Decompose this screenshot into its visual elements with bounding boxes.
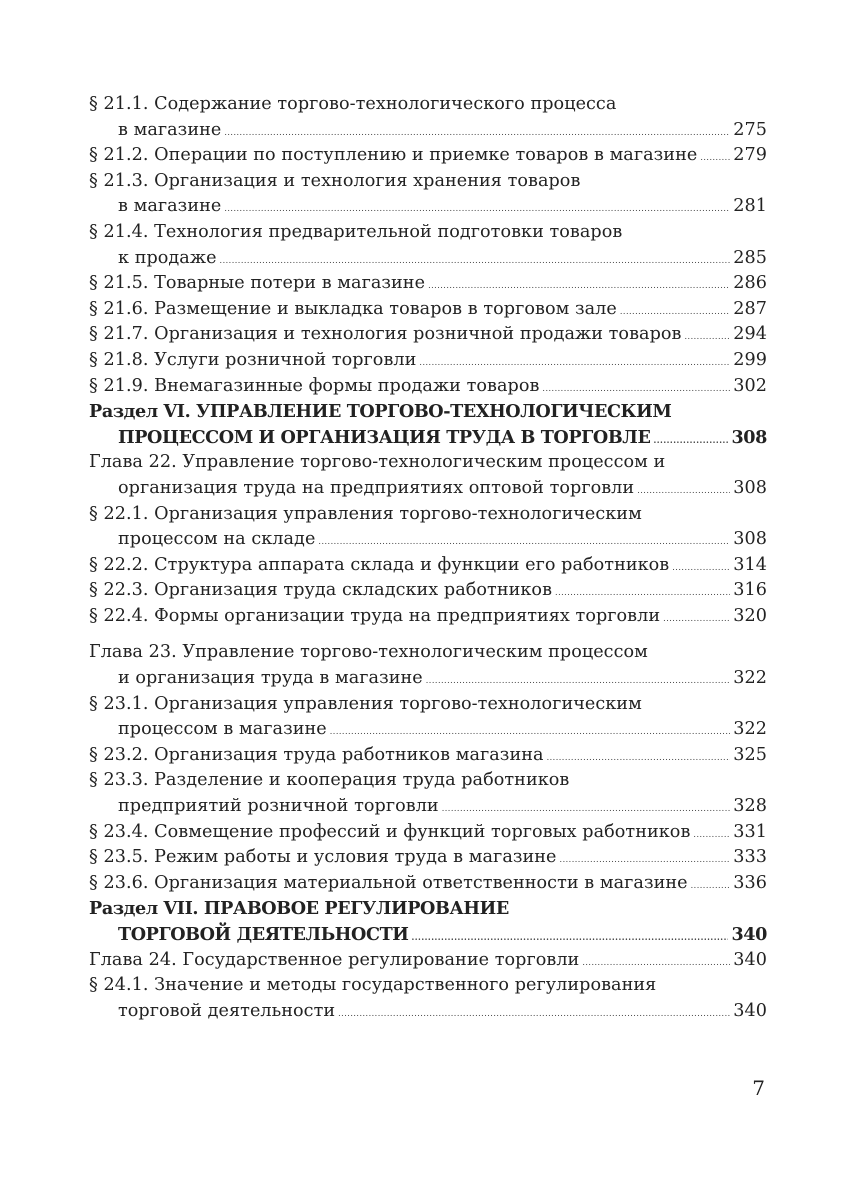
dot-leader (426, 676, 731, 686)
dot-leader (220, 256, 731, 266)
toc-entry-page: 308 (733, 529, 767, 550)
toc-entry-page: 333 (733, 847, 767, 868)
toc-entry (89, 973, 767, 1024)
toc-entry-title: § 22.4. Формы организации труда на предприятиях торговли (89, 605, 661, 626)
toc-entry-title: Глава 24. Государственное регулирование торговли (89, 949, 580, 970)
toc-entry (89, 640, 767, 691)
toc-entry (89, 169, 767, 220)
dot-leader (700, 153, 730, 163)
toc-entry-title: ПРОЦЕССОМ И ОРГАНИЗАЦИЯ ТРУДА В ТОРГОВЛЕ (118, 426, 651, 448)
toc-entry-title: § 21.3. Организация и технология хранения товаров (89, 170, 581, 191)
toc-entry (89, 604, 767, 630)
toc-entry-page: 287 (733, 298, 767, 319)
dot-leader (224, 204, 730, 214)
dot-leader (442, 804, 731, 814)
toc-entry-title: в магазине (118, 119, 222, 140)
toc-entry-title: § 23.4. Совмещение профессий и функций торговых работников (89, 821, 691, 842)
toc-entry (89, 399, 767, 450)
toc-entry-last-line (89, 271, 767, 297)
dot-leader (428, 281, 730, 291)
toc-entry-title: § 22.3. Организация труда складских работников (89, 580, 553, 601)
toc-entry-last-line (89, 871, 767, 897)
toc-entry-page: 322 (733, 668, 767, 689)
toc-entry-title: процессом на складе (118, 529, 316, 550)
toc-entry-title: процессом в магазине (118, 719, 327, 740)
toc-entry-title: § 21.6. Размещение и выкладка товаров в торговом зале (89, 298, 617, 319)
toc-entry (89, 578, 767, 604)
toc-entry-last-line (89, 143, 767, 169)
toc-entry-title: § 21.8. Услуги розничной торговли (89, 349, 417, 370)
toc-entry (89, 948, 767, 974)
toc-entry (89, 553, 767, 579)
toc-entry (89, 743, 767, 769)
toc-entry-page: 275 (733, 119, 767, 140)
toc-entry-last-line (89, 922, 767, 948)
dot-leader (663, 614, 730, 624)
toc-entry-title: организация труда на предприятиях оптовой торговли (118, 477, 635, 498)
toc-entry-title: предприятий розничной торговли (118, 796, 439, 817)
toc-entry (89, 450, 767, 501)
toc-entry-title: § 23.1. Организация управления торгово-технологическим (89, 693, 642, 714)
toc-entry-line (89, 973, 767, 999)
toc-entry-title: § 22.2. Структура аппарата склада и функции его работников (89, 554, 670, 575)
toc-entry-page: 340 (733, 1000, 767, 1021)
toc-entry-page: 285 (733, 247, 767, 268)
toc-entry-last-line (89, 348, 767, 374)
toc-entry-last-line (89, 743, 767, 769)
toc-entry-last-line (89, 999, 767, 1025)
toc-entry-last-line (89, 476, 767, 502)
toc-entry-line (89, 502, 767, 528)
toc-entry-last-line (89, 845, 767, 871)
toc-entry-last-line (89, 948, 767, 974)
toc-entry-title: к продаже (118, 247, 217, 268)
toc-entry (89, 896, 767, 947)
toc-entry-page: 294 (733, 324, 767, 345)
toc-entry-page: 279 (733, 145, 767, 166)
dot-leader (338, 1009, 730, 1019)
toc-entry-title: § 23.2. Организация труда работников магазина (89, 744, 544, 765)
toc-entry-page: 308 (733, 477, 767, 498)
dot-leader (691, 881, 731, 891)
toc-entry (89, 220, 767, 271)
toc-entry-page: 331 (733, 821, 767, 842)
toc-entry-title: § 21.4. Технология предварительной подготовки товаров (89, 221, 623, 242)
toc-entry-title: § 21.7. Организация и технология розничной продажи товаров (89, 324, 682, 345)
toc-entry-title: § 23.5. Режим работы и условия труда в магазине (89, 847, 557, 868)
toc-entry-page: 328 (733, 796, 767, 817)
toc-entry-line (89, 220, 767, 246)
table-of-contents (89, 92, 767, 1024)
toc-entry-title: § 22.1. Организация управления торгово-технологическим (89, 503, 642, 524)
toc-entry-last-line (89, 578, 767, 604)
toc-entry-title: ТОРГОВОЙ ДЕЯТЕЛЬНОСТИ (118, 924, 409, 945)
dot-leader (653, 435, 728, 445)
toc-entry-title: Раздел VI. УПРАВЛЕНИЕ ТОРГОВО-ТЕХНОЛОГИЧЕСКИМ (89, 401, 672, 423)
toc-entry-line (89, 768, 767, 794)
dot-leader (582, 958, 730, 968)
toc-entry-title: торговой деятельности (118, 1000, 336, 1021)
toc-entry-page: 322 (733, 719, 767, 740)
toc-entry-line (89, 450, 767, 476)
toc-entry-last-line (89, 297, 767, 323)
toc-entry-last-line (89, 118, 767, 144)
toc-entry (89, 374, 767, 400)
toc-entry-page: 281 (733, 196, 767, 217)
toc-entry-title: § 23.6. Организация материальной ответственности в магазине (89, 872, 688, 893)
toc-entry (89, 271, 767, 297)
toc-entry-last-line (89, 717, 767, 743)
dot-leader (555, 588, 730, 598)
toc-entry-line (89, 399, 767, 425)
toc-entry-title: § 21.2. Операции по поступлению и приемке товаров в магазине (89, 145, 698, 166)
toc-entry (89, 297, 767, 323)
dot-leader (560, 855, 731, 865)
toc-entry-title: § 24.1. Значение и методы государственного регулирования (89, 975, 657, 996)
toc-entry-page: 325 (733, 744, 767, 765)
toc-entry-line (89, 92, 767, 118)
toc-entry (89, 92, 767, 143)
toc-entry (89, 820, 767, 846)
toc-entry-page: 320 (733, 605, 767, 626)
toc-entry (89, 692, 767, 743)
toc-entry-last-line (89, 246, 767, 272)
toc-entry (89, 348, 767, 374)
dot-leader (224, 128, 730, 138)
toc-entry-line (89, 692, 767, 718)
toc-entry-last-line (89, 194, 767, 220)
toc-entry (89, 871, 767, 897)
toc-entry-title: в магазине (118, 196, 222, 217)
toc-entry (89, 845, 767, 871)
toc-entry-title: Глава 22. Управление торгово-технологическим процессом и (89, 452, 666, 473)
toc-entry-page: 340 (733, 949, 767, 970)
toc-entry-title: § 23.3. Разделение и кооперация труда работников (89, 770, 570, 791)
toc-entry-title: Глава 23. Управление торгово-технологическим процессом (89, 642, 648, 663)
toc-entry (89, 322, 767, 348)
dot-leader (547, 753, 731, 763)
toc-entry-page: 308 (731, 426, 767, 448)
toc-entry-last-line (89, 322, 767, 348)
toc-entry-last-line (89, 527, 767, 553)
dot-leader (693, 830, 730, 840)
toc-entry-last-line (89, 425, 767, 451)
dot-leader (672, 563, 730, 573)
toc-entry (89, 502, 767, 553)
toc-entry-page: 302 (733, 375, 767, 396)
dot-leader (620, 307, 730, 317)
toc-entry-title: § 21.5. Товарные потери в магазине (89, 273, 426, 294)
toc-entry-last-line (89, 553, 767, 579)
dot-leader (318, 537, 730, 547)
dot-leader (330, 727, 731, 737)
dot-leader (542, 384, 730, 394)
toc-entry (89, 143, 767, 169)
toc-entry-title: § 21.9. Внемагазинные формы продажи товаров (89, 375, 540, 396)
toc-entry (89, 768, 767, 819)
toc-entry-page: 340 (731, 924, 767, 945)
toc-entry-last-line (89, 820, 767, 846)
toc-entry-page: 286 (733, 273, 767, 294)
toc-entry-last-line (89, 604, 767, 630)
toc-entry-title: § 21.1. Содержание торгово-технологического процесса (89, 94, 617, 114)
page-number: 7 (752, 1076, 765, 1100)
toc-entry-last-line (89, 374, 767, 400)
toc-entry-line (89, 169, 767, 195)
toc-entry-title: Раздел VII. ПРАВОВОЕ РЕГУЛИРОВАНИЕ (89, 898, 509, 920)
toc-entry-last-line (89, 794, 767, 820)
toc-entry-line (89, 640, 767, 666)
toc-entry-title: и организация труда в магазине (118, 668, 423, 689)
toc-entry-last-line (89, 666, 767, 692)
dot-leader (411, 932, 728, 942)
toc-entry-page: 314 (733, 554, 767, 575)
dot-leader (419, 358, 730, 368)
toc-entry-page: 336 (733, 872, 767, 893)
toc-entry-page: 299 (733, 349, 767, 370)
toc-entry-page: 316 (733, 580, 767, 601)
dot-leader (684, 332, 730, 342)
dot-leader (637, 486, 730, 496)
toc-entry-line (89, 896, 767, 922)
